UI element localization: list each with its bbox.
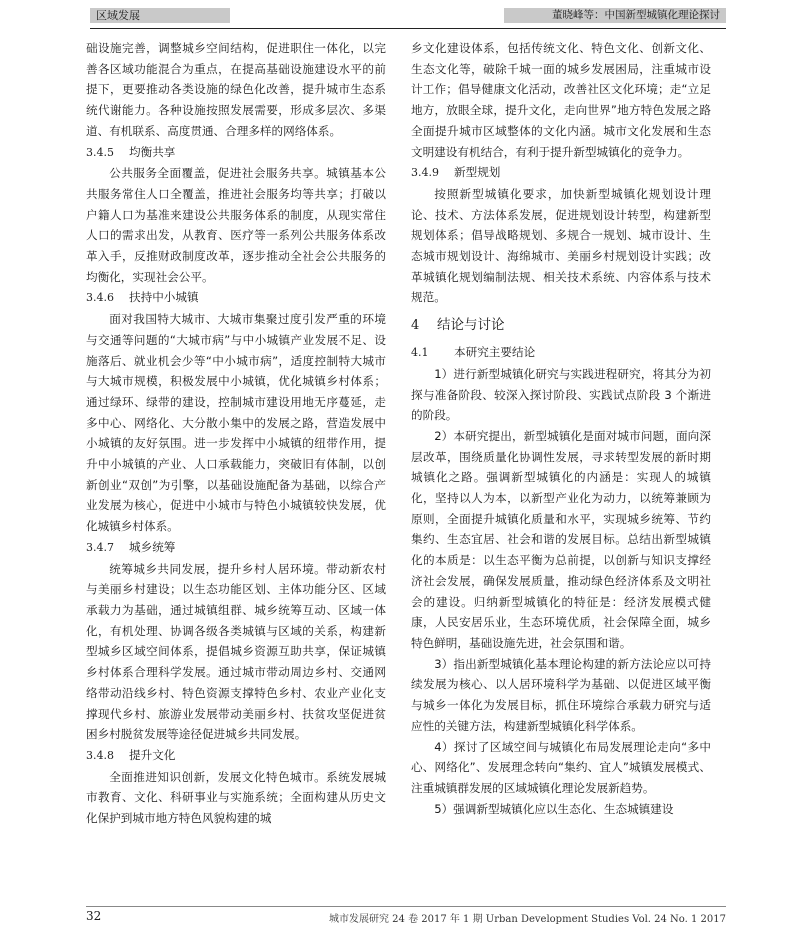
paragraph: 按照新型城镇化要求，加快新型城镇化规划设计理论、技术、方法体系发展，促进规划设计转型，构建新型规划体系；倡导战略规划、多规合一规划、城市设计、生态城市规划设计、海绵城市、美丽乡村规划设计实践；改革城镇化规划编制法规、相关技术系统、内容体系与技术规范。 xyxy=(411,186,711,305)
page-number: 32 xyxy=(86,909,102,923)
page-header xyxy=(90,6,726,29)
conclusion-item: 3）指出新型城镇化基本理论构建的新方法论应以可持续发展为核心、以人居环境科学为基础、以促进区域平衡与城乡一体化为发展目标，抓住环境综合承载力研究与适应性的关键方法，构建新型城镇化科学体系。 xyxy=(411,656,711,733)
left-column xyxy=(86,38,386,829)
running-head: 董晓峰等：中国新型城镇化理论探讨 xyxy=(504,8,726,23)
subsection-number: 3.4.5 xyxy=(86,145,114,159)
subsection-title: 扶持中小城镇 xyxy=(129,290,199,305)
paragraph: 面对我国特大城市、大城市集聚过度引发严重的环境与交通等问题的“大城市病”与中小城镇产业发展不足、设施落后、就业机会少等“中小城市病”，适度控制特大城市与大城市规模，积极发展中小城镇，优化城镇乡村体系；通过绿环、绿带的建设，控制城市建设用地无序蔓延，走多中心、网络化、大分散小集中的发展之路，营造发展中小城镇的友好氛围。进一步发挥中小城镇的纽带作用，提升中小城镇的产业、人口承载能力，突破旧有体制，以创新创业“双创”为引擎，以基础设施配备为基础，以综合产业发展为核心，促进中小城市与特色小城镇较快发展，优化城镇乡村体系。 xyxy=(86,312,386,534)
conclusion-item: 5）强调新型城镇化应以生态化、生态城镇建设 xyxy=(434,801,674,816)
section-title: 结论与讨论 xyxy=(437,317,505,334)
page-footer xyxy=(86,906,726,927)
conclusion-item: 2）本研究提出，新型城镇化是面对城市问题，面向深层改革，围绕质量化协调性发展，寻求转型发展的新时期城镇化之路。强调新型城镇化的内涵是：实现人的城镇化，坚持以人为本，以新型产业化为动力，以统筹兼顾为原则，全面提升城镇化质量和水平，实现城乡统筹、节约集约、生态宜居、社会和谐的发展目标。总结出新型城镇化的本质是：以生态平衡为总前提，以创新与知识支撑经济社会发展，确保发展质量，推动绿色经济体系及文明社会的建设。归纳新型城镇化的特征是：经济发展模式健康，人民安居乐业，生态环境优质，社会保障全面，城乡特色鲜明，基础设施先进，社会氛围和谐。 xyxy=(411,428,711,650)
subsection-heading xyxy=(86,142,386,164)
subsection-number: 4.1 xyxy=(411,346,429,360)
conclusion-item: 1）进行新型城镇化研究与实践进程研究，将其分为初探与准备阶段、较深入探讨阶段、实践试点阶段 3 个渐进的阶段。 xyxy=(411,366,711,423)
paragraph: 全面推进知识创新，发展文化特色城市。系统发展城市教育、文化、科研事业与实施系统；全面构建从历史文化保护到城市地方特色风貌构建的城 xyxy=(86,769,386,826)
paragraph: 统筹城乡共同发展，提升乡村人居环境。带动新农村与美丽乡村建设；以生态功能区划、主体功能分区、区域承载力为基础，通过城镇组群、城乡统筹互动、区域一体化，有机处理、协调各级各类城镇与区域的关系，构建新型城乡区域空间体系，提倡城乡资源互助共享，保证城镇乡村体系合理科学发展。通过城市带动周边乡村、交通网络带动沿线乡村、特色资源支撑特色乡村、农业产业化支撑现代乡村、旅游业发展带动美丽乡村、扶贫攻坚促进贫困乡村脱贫发展等途径促进城乡共同发展。 xyxy=(86,561,386,742)
subsection-title: 均衡共享 xyxy=(129,144,176,159)
subsection-heading xyxy=(411,342,711,364)
subsection-number: 3.4.6 xyxy=(86,291,114,305)
section-number: 4 xyxy=(411,318,420,334)
subsection-heading xyxy=(411,162,711,184)
subsection-title: 本研究主要结论 xyxy=(454,345,536,360)
paragraph: 础设施完善，调整城乡空间结构，促进职住一体化，以完善各区域功能混合为重点，在提高基础设施建设水平的前提下，更要推动各类设施的绿色化改善，提升城市生态系统代谢能力。各种设施按照发展需要，形成多层次、多渠道、有机联系、高度贯通、合理多样的网络体系。 xyxy=(86,41,386,138)
section-tag: 区域发展 xyxy=(90,8,230,23)
subsection-number: 3.4.8 xyxy=(86,748,114,762)
paragraph: 公共服务全面覆盖，促进社会服务共享。城镇基本公共服务常住人口全覆盖，推进社会服务均等共享；打破以户籍人口为基准来建设公共服务体系的制度，从现实常住人口的需求出发，从教育、医疗等一系列公共服务体系改革入手，反推财政制度改革，逐步推动全社会公共服务的均衡化，实现社会公平。 xyxy=(86,166,386,284)
subsection-title: 提升文化 xyxy=(129,747,176,762)
subsection-number: 3.4.9 xyxy=(411,166,439,180)
section-heading xyxy=(411,314,711,337)
subsection-number: 3.4.7 xyxy=(86,540,114,554)
subsection-title: 新型规划 xyxy=(454,165,501,180)
subsection-heading xyxy=(86,537,386,559)
subsection-title: 城乡统筹 xyxy=(129,539,176,554)
conclusion-item: 4）探讨了区域空间与城镇化布局发展理论走向“多中心、网络化”、发展理念转向“集约、宜人”城镇发展模式、注重城镇群发展的区域城镇化理论发展新趋势。 xyxy=(411,739,711,795)
subsection-heading xyxy=(86,745,386,767)
subsection-heading xyxy=(86,287,386,309)
journal-citation: 城市发展研究 24 卷 2017 年 1 期 Urban Development Studies Vol. 24 No. 1 2017 xyxy=(328,914,726,925)
right-column xyxy=(411,38,711,819)
paragraph: 乡文化建设体系，包括传统文化、特色文化、创新文化、生态文化等，破除千城一面的城乡发展困局，注重城市设计工作；倡导健康文化活动，改善社区文化环境；走“立足地方，放眼全球，提升文化，走向世界”地方特色发展之路全面提升城市区域整体的文化内涵。城市文化发展和生态文明建设有机结合，有利于提升新型城镇化的竞争力。 xyxy=(411,41,711,159)
